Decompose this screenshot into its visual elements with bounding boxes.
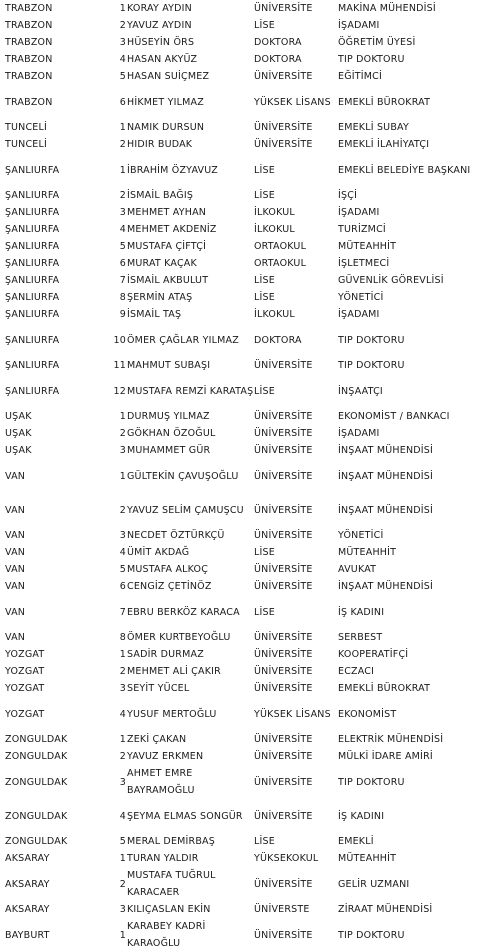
province-cell: TRABZON [5, 20, 53, 31]
rank-cell: 3 [119, 904, 126, 915]
rank-cell: 5 [119, 564, 126, 575]
table-row [0, 833, 479, 850]
province-cell: TRABZON [5, 37, 53, 48]
candidate-name-cell: GÜLTEKİN ÇAVUŞOĞLU [127, 470, 239, 482]
education-cell: YÜKSEK LİSANS [254, 708, 331, 720]
province-cell: UŞAK [5, 445, 32, 456]
province-cell: ZONGULDAK [5, 836, 68, 847]
candidate-name-cell: CENGİZ ÇETİNÖZ [127, 581, 212, 592]
rank-cell: 2 [119, 504, 126, 516]
education-cell: ÜNİVERSİTE [254, 929, 313, 941]
table-row [0, 408, 479, 425]
education-cell: ÜNİVERSİTE [254, 445, 313, 456]
province-cell: ŞANLIURFA [5, 190, 60, 201]
candidate-name-cell: EBRU BERKÖZ KARACA [127, 606, 240, 618]
table-row [0, 85, 479, 119]
profession-cell: İNŞAATÇI [338, 385, 383, 397]
province-cell: ZONGULDAK [5, 751, 68, 762]
education-cell: LİSE [254, 164, 275, 176]
rank-cell: 1 [119, 470, 126, 482]
rank-cell: 1 [119, 122, 126, 133]
candidate-name-cell: HASAN SUİÇMEZ [127, 71, 210, 82]
education-cell: ORTAOKUL [254, 258, 307, 269]
province-cell: ZONGULDAK [5, 776, 68, 788]
province-cell: TRABZON [5, 96, 53, 108]
table-row [0, 799, 479, 833]
table-row [0, 187, 479, 204]
candidate-name-cell: İSMAİL TAŞ [127, 309, 182, 320]
rank-cell: 4 [119, 708, 126, 720]
profession-cell: EĞİTİMCİ [338, 71, 383, 82]
table-row [0, 731, 479, 748]
table-row [0, 289, 479, 306]
province-cell: VAN [5, 632, 26, 643]
province-cell: VAN [5, 606, 26, 618]
profession-cell: İNŞAAT MÜHENDİSİ [338, 504, 434, 516]
candidate-name-cell: ÜMİT AKDAĞ [127, 547, 190, 558]
profession-cell: İŞ KADINI [338, 606, 385, 618]
education-cell: LİSE [254, 190, 275, 201]
profession-cell: GELİR UZMANI [338, 878, 410, 890]
province-cell: ŞANLIURFA [5, 334, 60, 346]
table-row [0, 697, 479, 731]
education-cell: ÜNİVERSİTE [254, 139, 313, 150]
profession-cell: AVUKAT [338, 564, 377, 575]
education-cell: İLKOKUL [254, 207, 295, 218]
profession-cell: TIP DOKTORU [338, 776, 405, 788]
profession-cell: İŞÇİ [338, 190, 358, 201]
candidate-name-cell: MUSTAFA ÇİFTÇİ [127, 241, 207, 252]
rank-cell: 3 [119, 207, 126, 218]
province-cell: ŞANLIURFA [5, 309, 60, 320]
candidate-name-cell: NAMIK DURSUN [127, 122, 205, 133]
candidate-name-cell: YAVUZ AYDIN [127, 20, 192, 31]
education-cell: YÜKSEKOKUL [254, 853, 319, 864]
education-cell: LİSE [254, 385, 275, 397]
profession-cell: EMEKLİ BÜROKRAT [338, 96, 431, 108]
candidate-name-cell: MUSTAFA TUĞRUL KARACAER [127, 870, 216, 898]
candidate-name-cell: KARABEY KADRİ KARAOĞLU [127, 921, 206, 949]
education-cell: İLKOKUL [254, 224, 295, 235]
rank-cell: 1 [119, 3, 126, 14]
candidate-name-cell: ÖMER ÇAĞLAR YILMAZ [127, 334, 239, 346]
profession-cell: EKONOMİST / BANKACI [338, 411, 450, 422]
table-row [0, 561, 479, 578]
profession-cell: İŞADAMI [338, 428, 380, 439]
table-row [0, 901, 479, 918]
province-cell: VAN [5, 581, 26, 592]
table-row [0, 272, 479, 289]
table-row [0, 255, 479, 272]
candidate-name-cell: ÖMER KURTBEYOĞLU [127, 632, 231, 643]
profession-cell: EMEKLİ [338, 836, 374, 847]
table-row [0, 595, 479, 629]
candidate-name-cell: İBRAHİM ÖZYAVUZ [127, 164, 218, 176]
candidate-name-cell: İSMAİL AKBULUT [127, 275, 209, 286]
province-cell: ŞANLIURFA [5, 360, 60, 371]
profession-cell: ZİRAAT MÜHENDİSİ [338, 904, 433, 915]
rank-cell: 5 [119, 71, 126, 82]
candidate-name-cell: KILIÇASLAN EKİN [127, 904, 211, 915]
province-cell: UŞAK [5, 428, 32, 439]
province-cell: YOZGAT [5, 649, 45, 660]
education-cell: ÜNİVERSİTE [254, 734, 313, 745]
education-cell: ORTAOKUL [254, 241, 307, 252]
candidate-name-cell: MAHMUT SUBAŞI [127, 360, 211, 371]
province-cell: VAN [5, 564, 26, 575]
rank-cell: 12 [113, 385, 126, 397]
rank-cell: 11 [113, 360, 126, 371]
candidate-name-cell: YUSUF MERTOĞLU [127, 708, 217, 720]
province-cell: ZONGULDAK [5, 810, 68, 822]
table-row [0, 34, 479, 51]
education-cell: LİSE [254, 836, 275, 847]
table-row [0, 306, 479, 323]
profession-cell: İŞADAMI [338, 207, 380, 218]
table-row [0, 646, 479, 663]
education-cell: ÜNİVERSİTE [254, 470, 313, 482]
table-row [0, 357, 479, 374]
education-cell: DOKTORA [254, 334, 302, 346]
rank-cell: 7 [119, 606, 126, 618]
rank-cell: 3 [119, 445, 126, 456]
province-cell: ŞANLIURFA [5, 164, 60, 176]
education-cell: ÜNİVERSİTE [254, 3, 313, 14]
table-row [0, 119, 479, 136]
rank-cell: 4 [119, 224, 126, 235]
candidate-name-cell: ŞEYMA ELMAS SONGÜR [127, 810, 243, 822]
province-cell: VAN [5, 530, 26, 541]
education-cell: ÜNİVERSİTE [254, 411, 313, 422]
candidate-name-cell: MUSTAFA REMZİ KARATAŞ [127, 385, 254, 397]
profession-cell: KOOPERATİFÇİ [338, 649, 409, 660]
table-row [0, 578, 479, 595]
rank-cell: 1 [119, 411, 126, 422]
province-cell: TRABZON [5, 71, 53, 82]
education-cell: İLKOKUL [254, 309, 295, 320]
candidate-name-cell: HASAN AKYÜZ [127, 54, 198, 65]
education-cell: ÜNİVERSİTE [254, 751, 313, 762]
rank-cell: 2 [119, 878, 126, 890]
profession-cell: ELEKTRİK MÜHENDİSİ [338, 734, 444, 745]
candidate-name-cell: SADİR DURMAZ [127, 649, 204, 660]
rank-cell: 5 [119, 241, 126, 252]
province-cell: TUNCELİ [5, 139, 47, 150]
candidate-name-cell: DURMUŞ YILMAZ [127, 411, 210, 422]
candidate-name-cell: YAVUZ SELİM ÇAMUŞCU [127, 504, 244, 516]
profession-cell: İŞ KADINI [338, 810, 385, 822]
profession-cell: İŞADAMI [338, 20, 380, 31]
table-row [0, 17, 479, 34]
rank-cell: 3 [119, 776, 126, 788]
rank-cell: 2 [119, 751, 126, 762]
table-row [0, 51, 479, 68]
candidate-name-cell: YAVUZ ERKMEN [127, 751, 204, 762]
candidate-name-cell: TURAN YALDIR [127, 853, 199, 864]
table-row [0, 68, 479, 85]
candidate-name-cell: MEHMET ALİ ÇAKIR [127, 666, 221, 677]
province-cell: ŞANLIURFA [5, 385, 60, 397]
rank-cell: 8 [119, 292, 126, 303]
table-row [0, 629, 479, 646]
profession-cell: ECZACI [338, 666, 375, 677]
candidate-name-cell: İSMAİL BAĞIŞ [127, 190, 194, 201]
table-row [0, 442, 479, 459]
candidate-name-cell: HIDIR BUDAK [127, 139, 193, 150]
candidate-name-cell: ZEKİ ÇAKAN [127, 734, 187, 745]
profession-cell: EMEKLİ İLAHİYATÇI [338, 139, 430, 150]
education-cell: ÜNİVERSİTE [254, 776, 313, 788]
education-cell: LİSE [254, 606, 275, 618]
candidate-name-cell: SEYİT YÜCEL [127, 683, 190, 694]
profession-cell: MAKİNA MÜHENDİSİ [338, 3, 436, 14]
table-row [0, 680, 479, 697]
education-cell: ÜNİVERSİTE [254, 122, 313, 133]
candidate-name-cell: MUSTAFA ALKOÇ [127, 564, 209, 575]
profession-cell: MÜTEAHHİT [338, 547, 397, 558]
province-cell: TRABZON [5, 3, 53, 14]
candidate-name-cell: ŞERMİN ATAŞ [127, 292, 193, 303]
candidate-name-cell: MEHMET AKDENİZ [127, 224, 217, 235]
profession-cell: MÜTEAHHİT [338, 853, 397, 864]
rank-cell: 10 [113, 334, 126, 346]
education-cell: DOKTORA [254, 37, 302, 48]
profession-cell: GÜVENLİK GÖREVLİSİ [338, 275, 444, 286]
profession-cell: SERBEST [338, 632, 383, 643]
table-row [0, 153, 479, 187]
profession-cell: EMEKLİ BELEDİYE BAŞKANI [338, 164, 471, 176]
table-row [0, 204, 479, 221]
profession-cell: ÖĞRETİM ÜYESİ [338, 37, 416, 48]
education-cell: ÜNİVERSİTE [254, 810, 313, 822]
education-cell: LİSE [254, 292, 275, 303]
rank-cell: 4 [119, 547, 126, 558]
table-row [0, 748, 479, 765]
rank-cell: 2 [119, 190, 126, 201]
education-cell: ÜNİVERSİTE [254, 428, 313, 439]
education-cell: ÜNİVERSİTE [254, 504, 313, 516]
province-cell: VAN [5, 470, 26, 482]
rank-cell: 7 [119, 275, 126, 286]
profession-cell: İNŞAAT MÜHENDİSİ [338, 581, 434, 592]
province-cell: YOZGAT [5, 683, 45, 694]
province-cell: ŞANLIURFA [5, 224, 60, 235]
table-row [0, 850, 479, 867]
province-cell: ŞANLIURFA [5, 258, 60, 269]
table-row [0, 663, 479, 680]
province-cell: ŞANLIURFA [5, 207, 60, 218]
table-row [0, 527, 479, 544]
candidate-name-cell: KORAY AYDIN [127, 3, 192, 14]
profession-cell: EMEKLİ SUBAY [338, 122, 410, 133]
rank-cell: 6 [119, 581, 126, 592]
table-row [0, 493, 479, 527]
rank-cell: 1 [119, 853, 126, 864]
rank-cell: 1 [119, 929, 126, 941]
table-row [0, 374, 479, 408]
province-cell: TRABZON [5, 54, 53, 65]
profession-cell: MÜTEAHHİT [338, 241, 397, 252]
province-cell: ŞANLIURFA [5, 292, 60, 303]
profession-cell: YÖNETİCİ [338, 530, 384, 541]
table-row [0, 0, 479, 17]
education-cell: YÜKSEK LİSANS [254, 96, 331, 108]
table-row [0, 765, 479, 799]
province-cell: ŞANLIURFA [5, 275, 60, 286]
province-cell: UŞAK [5, 411, 32, 422]
education-cell: ÜNİVERSİTE [254, 878, 313, 890]
province-cell: VAN [5, 547, 26, 558]
profession-cell: TIP DOKTORU [338, 334, 405, 346]
education-cell: ÜNİVERSİTE [254, 581, 313, 592]
candidate-name-cell: GÖKHAN ÖZOĞUL [127, 428, 216, 439]
education-cell: ÜNİVERSİTE [254, 666, 313, 677]
candidate-name-cell: MEHMET AYHAN [127, 207, 207, 218]
rank-cell: 8 [119, 632, 126, 643]
rank-cell: 1 [119, 164, 126, 176]
table-row [0, 425, 479, 442]
table-row [0, 221, 479, 238]
province-cell: YOZGAT [5, 708, 45, 720]
profession-cell: İNŞAAT MÜHENDİSİ [338, 445, 434, 456]
profession-cell: YÖNETİCİ [338, 292, 384, 303]
education-cell: ÜNİVERSİTE [254, 632, 313, 643]
candidate-name-cell: AHMET EMRE BAYRAMOĞLU [127, 768, 195, 796]
table-row [0, 544, 479, 561]
table-row [0, 867, 479, 901]
profession-cell: EKONOMİST [338, 708, 397, 720]
candidate-name-cell: MUHAMMET GÜR [127, 445, 211, 456]
education-cell: ÜNİVERSİTE [254, 360, 313, 371]
education-cell: ÜNİVERSİTE [254, 71, 313, 82]
rank-cell: 6 [119, 96, 126, 108]
candidate-name-cell: HÜSEYİN ÖRS [127, 37, 195, 48]
profession-cell: İŞADAMI [338, 309, 380, 320]
province-cell: AKSARAY [5, 853, 50, 864]
table-row [0, 323, 479, 357]
rank-cell: 5 [119, 836, 126, 847]
rank-cell: 9 [119, 309, 126, 320]
rank-cell: 6 [119, 258, 126, 269]
rank-cell: 2 [119, 20, 126, 31]
education-cell: ÜNİVERSİTE [254, 564, 313, 575]
profession-cell: İŞLETMECİ [338, 258, 390, 269]
profession-cell: MÜLKİ İDARE AMİRİ [338, 751, 433, 762]
education-cell: DOKTORA [254, 54, 302, 65]
candidate-name-cell: MURAT KAÇAK [127, 258, 197, 269]
province-cell: ŞANLIURFA [5, 241, 60, 252]
candidate-name-cell: NECDET ÖZTÜRKÇÜ [127, 530, 225, 541]
rank-cell: 2 [119, 666, 126, 677]
rank-cell: 4 [119, 810, 126, 822]
candidate-name-cell: HİKMET YILMAZ [127, 96, 204, 108]
rank-cell: 2 [119, 428, 126, 439]
profession-cell: EMEKLİ BÜROKRAT [338, 683, 431, 694]
education-cell: ÜNİVERSİTE [254, 530, 313, 541]
profession-cell: TIP DOKTORU [338, 360, 405, 371]
education-cell: LİSE [254, 547, 275, 558]
profession-cell: TIP DOKTORU [338, 54, 405, 65]
rank-cell: 1 [119, 649, 126, 660]
province-cell: ZONGULDAK [5, 734, 68, 745]
rank-cell: 3 [119, 530, 126, 541]
province-cell: VAN [5, 504, 26, 516]
table-row [0, 459, 479, 493]
table-row [0, 136, 479, 153]
education-cell: ÜNİVERSİTE [254, 649, 313, 660]
rank-cell: 3 [119, 37, 126, 48]
education-cell: ÜNİVERSTE [254, 904, 310, 915]
province-cell: BAYBURT [5, 929, 50, 941]
education-cell: ÜNİVERSİTE [254, 683, 313, 694]
province-cell: AKSARAY [5, 904, 50, 915]
profession-cell: İNŞAAT MÜHENDİSİ [338, 470, 434, 482]
rank-cell: 3 [119, 683, 126, 694]
profession-cell: TURİZMCİ [338, 224, 386, 235]
rank-cell: 2 [119, 139, 126, 150]
education-cell: LİSE [254, 275, 275, 286]
table-row [0, 238, 479, 255]
province-cell: AKSARAY [5, 878, 50, 890]
province-cell: TUNCELİ [5, 122, 47, 133]
education-cell: LİSE [254, 20, 275, 31]
profession-cell: TIP DOKTORU [338, 929, 405, 941]
candidate-name-cell: MERAL DEMİRBAŞ [127, 836, 215, 847]
rank-cell: 1 [119, 734, 126, 745]
rank-cell: 4 [119, 54, 126, 65]
province-cell: YOZGAT [5, 666, 45, 677]
